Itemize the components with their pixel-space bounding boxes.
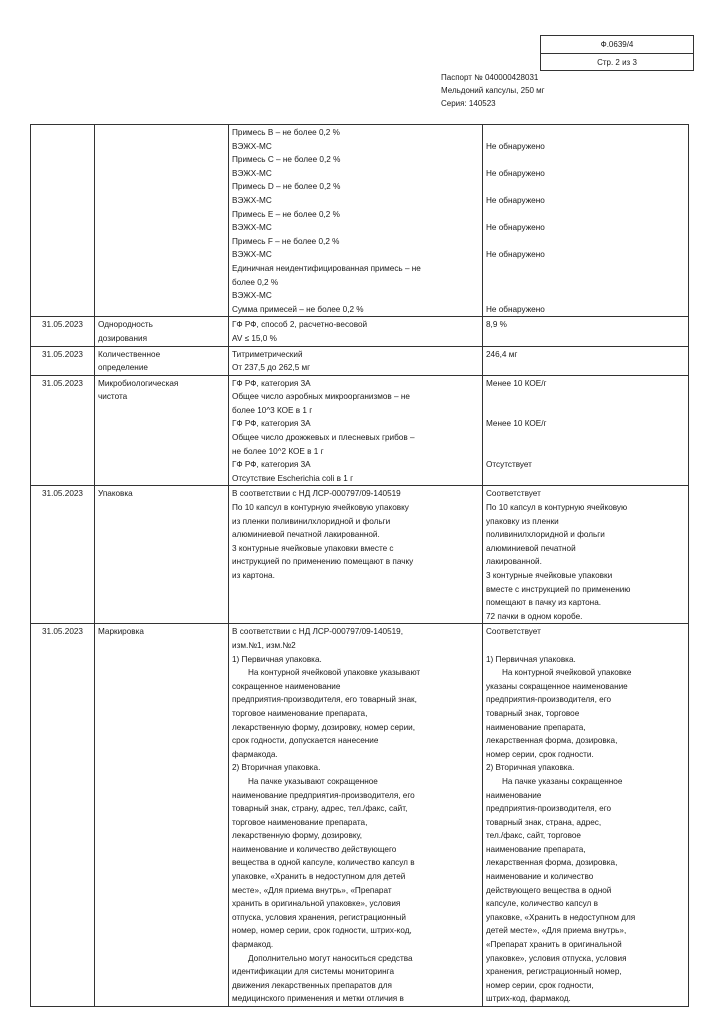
norm-line: номер, номер серии, срок годности, штрих-код,: [232, 926, 412, 936]
date-cell: 31.05.2023: [31, 624, 95, 1007]
result-line: [486, 431, 685, 445]
result-line: [486, 390, 685, 404]
product-name: Мельдоний капсулы, 250 мг: [441, 86, 545, 95]
indicator-line: Маркировка: [98, 627, 144, 637]
norm-line: упаковке, «Хранить в недоступном для детей: [232, 872, 406, 882]
result-line: детей месте», «Для приема внутрь»,: [486, 926, 627, 936]
norm-line: инструкцией по применению помещают в пачку: [232, 557, 414, 567]
result-line: наименование препарата,: [486, 722, 586, 732]
analysis-table: [30, 124, 689, 1007]
norm-line: На пачке указывают сокращенное: [248, 776, 378, 786]
indicator-cell: [95, 486, 229, 624]
result-line: вместе с инструкцией по применению: [486, 584, 631, 594]
date-cell: 31.05.2023: [31, 317, 95, 346]
norm-line: Дополнительно могут наноситься средства: [248, 953, 413, 963]
form-code-box: [540, 35, 694, 71]
result-line: предприятия-производителя, его: [486, 804, 612, 814]
result-line: 8,9 %: [486, 320, 507, 330]
indicator-cell: [95, 346, 229, 375]
result-line: Отсутствует: [486, 460, 532, 470]
result-line: [486, 639, 685, 653]
norm-line: более 10^3 КОЕ в 1 г: [232, 405, 313, 415]
norm-line: торговое наименование препарата,: [232, 708, 368, 718]
result-line: [486, 289, 685, 303]
result-line: лакированной.: [486, 557, 542, 567]
result-line: 72 пачки в одном коробе.: [486, 611, 583, 621]
norm-line: ВЭЖХ-МС: [232, 223, 272, 233]
norm-line: Общее число аэробных микроорганизмов – не: [232, 392, 410, 402]
norm-cell: [229, 125, 483, 317]
result-line: На пачке указаны сокращенное: [502, 776, 623, 786]
indicator-cell: [95, 375, 229, 486]
table-row: [31, 346, 689, 375]
result-cell: [483, 375, 689, 486]
norm-line: Примесь B – не более 0,2 %: [232, 128, 340, 137]
result-line: «Препарат хранить в оригинальной: [486, 940, 622, 950]
result-line: [486, 126, 685, 140]
norm-line: ВЭЖХ-МС: [232, 195, 272, 205]
norm-line: ГФ РФ, категория 3А: [232, 460, 311, 470]
result-line: [486, 262, 685, 276]
norm-line: алюминиевой печатной лакированной.: [232, 530, 380, 540]
norm-line: 3 контурные ячейковые упаковки вместе с: [232, 543, 394, 553]
result-line: поливинилхлоридной и фольги: [486, 530, 605, 540]
date-cell: 31.05.2023: [31, 346, 95, 375]
norm-line: Примесь E – не более 0,2 %: [232, 209, 340, 219]
result-line: На контурной ячейковой упаковке: [502, 668, 632, 678]
norm-line: сокращенное наименование: [232, 681, 341, 691]
result-line: капсуле, количество капсул в: [486, 899, 598, 909]
table-row: [31, 375, 689, 486]
indicator-line: Микробиологическая: [98, 378, 179, 388]
result-line: Не обнаружено: [486, 223, 545, 233]
norm-line: ВЭЖХ-МС: [232, 141, 272, 151]
norm-line: торговое наименование препарата,: [232, 817, 368, 827]
norm-line: AV ≤ 15,0 %: [232, 333, 277, 343]
indicator-cell: [95, 317, 229, 346]
result-cell: [483, 317, 689, 346]
norm-line: ГФ РФ, категория 3А: [232, 419, 311, 429]
norm-line: ВЭЖХ-МС: [232, 250, 272, 260]
result-line: Не обнаружено: [486, 141, 545, 151]
result-line: 246,4 мг: [486, 349, 518, 359]
result-line: наименование и количество: [486, 872, 594, 882]
indicator-line: Количественное: [98, 349, 161, 359]
result-line: [486, 472, 685, 486]
norm-line: товарный знак, страну, адрес, тел./факс, сайт,: [232, 804, 408, 814]
result-line: хранения, регистрационный номер,: [486, 967, 622, 977]
date-cell: [31, 125, 95, 317]
norm-line: идентификации для системы мониторинга: [232, 967, 395, 977]
norm-line: ВЭЖХ-МС: [232, 168, 272, 178]
result-line: номер серии, срок годности,: [486, 980, 594, 990]
norm-line: из картона.: [232, 571, 275, 580]
result-line: Не обнаружено: [486, 304, 545, 314]
norm-line: Единичная неидентифицированная примесь – не: [232, 263, 421, 273]
norm-line: По 10 капсул в контурную ячейковую упаковку: [232, 503, 409, 513]
table-row: [31, 125, 689, 317]
indicator-cell: [95, 624, 229, 1007]
result-line: [486, 180, 685, 194]
result-line: По 10 капсул в контурную ячейковую: [486, 503, 628, 513]
norm-line: лекарственную форму, дозировку,: [232, 831, 363, 841]
norm-line: Сумма примесей – не более 0,2 %: [232, 304, 364, 314]
result-line: алюминиевой печатной: [486, 543, 576, 553]
norm-line: В соответствии с НД ЛСР-000797/09-140519: [232, 489, 401, 499]
norm-line: вещества в одной капсуле, количество капсул в: [232, 858, 415, 868]
norm-line: фармакод.: [232, 940, 274, 950]
norm-cell: [229, 317, 483, 346]
indicator-cell: [95, 125, 229, 317]
norm-cell: [229, 375, 483, 486]
norm-line: Отсутствие Escherichia coli в 1 г: [232, 473, 354, 483]
result-line: 3 контурные ячейковые упаковки: [486, 571, 613, 580]
norm-line: 2) Вторичная упаковка.: [232, 763, 321, 773]
passport-number: Паспорт № 040000428031: [441, 73, 539, 82]
result-line: наименование: [486, 790, 542, 800]
norm-line: В соответствии с НД ЛСР-000797/09-140519,: [232, 627, 404, 637]
table-row: [31, 486, 689, 624]
norm-line: ГФ РФ, способ 2, расчетно-весовой: [232, 320, 368, 330]
indicator-line: определение: [98, 363, 148, 373]
result-line: Не обнаружено: [486, 195, 545, 205]
norm-line: На контурной ячейковой упаковке указывают: [248, 668, 421, 678]
norm-line: предприятия-производителя, его товарный знак,: [232, 695, 417, 705]
passport-header: [441, 71, 545, 110]
norm-line: Общее число дрожжевых и плесневых грибов –: [232, 433, 415, 443]
norm-cell: [229, 346, 483, 375]
norm-line: лекарственную форму, дозировку, номер серии,: [232, 722, 416, 732]
result-line: штрих-код, фармакод.: [486, 994, 571, 1004]
result-line: упаковке», условия отпуска, условия: [486, 953, 627, 963]
result-cell: [483, 346, 689, 375]
norm-line: Примесь C – не более 0,2 %: [232, 155, 341, 165]
indicator-line: Упаковка: [98, 489, 133, 499]
table-row: [31, 624, 689, 1007]
result-line: товарный знак, торговое: [486, 708, 580, 718]
form-code: Ф.0639/4: [600, 40, 634, 49]
norm-line: Примесь D – не более 0,2 %: [232, 182, 341, 192]
norm-line: месте», «Для приема внутрь», «Препарат: [232, 885, 392, 895]
norm-line: ВЭЖХ-МС: [232, 291, 272, 301]
indicator-line: дозирования: [98, 333, 148, 343]
result-line: лекарственная форма, дозировка,: [486, 736, 618, 746]
norm-line: ГФ РФ, категория 3А: [232, 378, 311, 388]
table-row: [31, 317, 689, 346]
result-line: Не обнаружено: [486, 250, 545, 260]
result-line: Соответствует: [486, 489, 541, 499]
norm-line: От 237,5 до 262,5 мг: [232, 363, 311, 373]
indicator-line: чистота: [98, 392, 128, 402]
norm-line: движения лекарственных препаратов для: [232, 980, 392, 990]
norm-line: хранить в оригинальной упаковке», условия: [232, 899, 401, 909]
result-line: Менее 10 КОЕ/г: [486, 378, 547, 388]
result-line: Не обнаружено: [486, 168, 545, 178]
result-line: номер серии, срок годности.: [486, 749, 594, 759]
result-cell: [483, 624, 689, 1007]
result-line: [486, 276, 685, 290]
result-line: тел./факс, сайт, торговое: [486, 831, 581, 841]
date-cell: 31.05.2023: [31, 486, 95, 624]
norm-line: Примесь F – не более 0,2 %: [232, 236, 340, 246]
result-line: наименование препарата,: [486, 844, 586, 854]
norm-line: Титриметрический: [232, 349, 303, 359]
norm-line: наименование предприятия-производителя, его: [232, 790, 415, 800]
analysis-table-body: [31, 125, 689, 1007]
result-line: [486, 208, 685, 222]
result-line: упаковку из пленки: [486, 516, 559, 526]
result-line: упаковке, «Хранить в недоступном для: [486, 912, 636, 922]
result-line: лекарственная форма, дозировка,: [486, 858, 618, 868]
result-cell: [483, 486, 689, 624]
norm-line: срок годности, допускается нанесение: [232, 736, 379, 746]
norm-cell: [229, 486, 483, 624]
norm-line: 1) Первичная упаковка.: [232, 654, 322, 664]
norm-line: из пленки поливинилхлоридной и фольги: [232, 516, 391, 526]
result-line: помещают в пачку из картона.: [486, 598, 602, 608]
norm-line: фармакода.: [232, 749, 278, 759]
result-line: [486, 153, 685, 167]
result-line: действующего вещества в одной: [486, 885, 612, 895]
norm-line: отпуска, условия хранения, регистрационный: [232, 912, 406, 922]
norm-line: более 0,2 %: [232, 277, 279, 287]
result-line: Соответствует: [486, 627, 541, 637]
indicator-line: Однородность: [98, 320, 153, 330]
series-number: Серия: 140523: [441, 99, 496, 108]
result-line: 2) Вторичная упаковка.: [486, 763, 575, 773]
result-line: указаны сокращенное наименование: [486, 681, 628, 691]
result-line: предприятия-производителя, его: [486, 695, 612, 705]
norm-cell: [229, 624, 483, 1007]
norm-line: наименование и количество действующего: [232, 844, 397, 854]
result-line: [486, 445, 685, 459]
result-line: товарный знак, страна, адрес,: [486, 817, 602, 827]
result-line: Менее 10 КОЕ/г: [486, 419, 547, 429]
date-cell: 31.05.2023: [31, 375, 95, 486]
result-cell: [483, 125, 689, 317]
result-line: [486, 404, 685, 418]
result-line: [486, 235, 685, 249]
result-line: 1) Первичная упаковка.: [486, 654, 576, 664]
norm-line: медицинского применения и метки отличия в: [232, 994, 404, 1004]
page-number: Стр. 2 из 3: [541, 53, 693, 71]
norm-line: не более 10^2 КОЕ в 1 г: [232, 446, 324, 456]
norm-line: изм.№1, изм.№2: [232, 640, 296, 650]
